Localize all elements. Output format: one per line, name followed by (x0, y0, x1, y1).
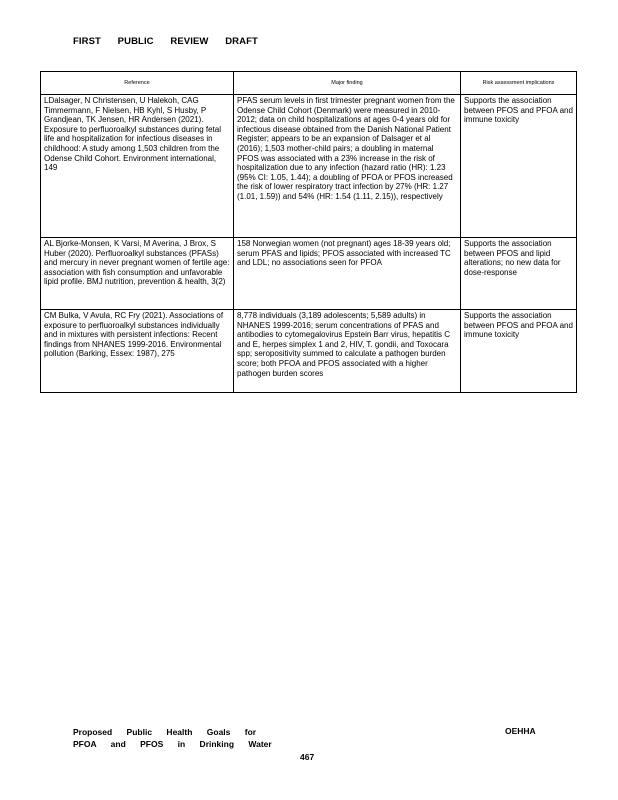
organization-footer: OEHHA (505, 726, 536, 736)
draft-header: FIRST PUBLIC REVIEW DRAFT (73, 36, 258, 47)
column-header-major-finding: Major finding (234, 72, 461, 95)
implication-cell: Supports the association between PFOS and PFOA and immune toxicity (461, 95, 577, 238)
evidence-table (40, 71, 577, 393)
page-number: 467 (300, 752, 315, 762)
finding-cell: 158 Norwegian women (not pregnant) ages 18-39 years old; serum PFAS and lipids; PFOS associated with increased TC and LDL; no associations seen for PFOA (234, 238, 461, 310)
table-header-row (41, 72, 577, 95)
reference-cell: CM Bulka, V Avula, RC Fry (2021). Associations of exposure to perfluoroalkyl substances individually and in mixtures with persistent infections: Recent findings from NHANES 1999-2016. Environmental pollution (Barking, Essex: 1987), 275 (41, 310, 234, 393)
reference-cell: AL Bjorke-Monsen, K Varsi, M Averina, J Brox, S Huber (2020). Perfluoroalkyl substances (PFASs) and mercury in never pregnant women of fertile age: association with fish consumption and unfavorable lipid profile. BMJ nutrition, prevention & health, 3(2) (41, 238, 234, 310)
table-row (41, 238, 577, 310)
column-header-risk-assessment: Risk assessment implications (461, 72, 577, 95)
table-row (41, 95, 577, 238)
finding-cell: PFAS serum levels in first trimester pregnant women from the Odense Child Cohort (Denmark) were measured in 2010-2012; data on child hospitalizations at ages 0-4 years old for infectious disease obtained from the Danish National Patient Register; appears to be an expansion of Dalsager et al (2016); 1,503 mother-child pairs; a doubling in maternal PFOS was associated with a 23% increase in the risk of hospitalization due to any infection (hazard ratio (HR): 1.23 (95% CI: 1.05, 1.44); a doubling of PFOA or PFOS increased the risk of lower respiratory tract infection by 27% (HR: 1.27 (1.01, 1.59)) and 54% (HR: 1.54 (1.11, 2.15)), respectively (234, 95, 461, 238)
finding-cell: 8,778 individuals (3,189 adolescents; 5,589 adults) in NHANES 1999-2016; serum concentrations of PFAS and antibodies to cytomegalovirus Epstein Barr virus, hepatitis C and E, herpes simplex 1 and 2, HIV, T. gondii, and Toxocara spp; seropositivity summed to calculate a pathogen burden score; both PFOA and PFOS associated with a higher pathogen burden scores (234, 310, 461, 393)
column-header-reference: Reference (41, 72, 234, 95)
reference-cell: LDalsager, N Christensen, U Halekoh, CAG Timmermann, F Nielsen, HB Kyhl, S Husby, P Grandjean, TK Jensen, HR Andersen (2021). Exposure to perfluoroalkyl substances during fetal life and hospitalization for infectious diseases in childhood: A study among 1,503 children from the Odense Child Cohort. Environment international, 149 (41, 95, 234, 238)
implication-cell: Supports the association between PFOS and lipid alterations; no new data for dose-response (461, 238, 577, 310)
document-title-footer: Proposed Public Health Goals for PFOA and PFOS in Drinking Water (73, 727, 272, 749)
implication-cell: Supports the association between PFOS and PFOA and immune toxicity (461, 310, 577, 393)
table-row (41, 310, 577, 393)
